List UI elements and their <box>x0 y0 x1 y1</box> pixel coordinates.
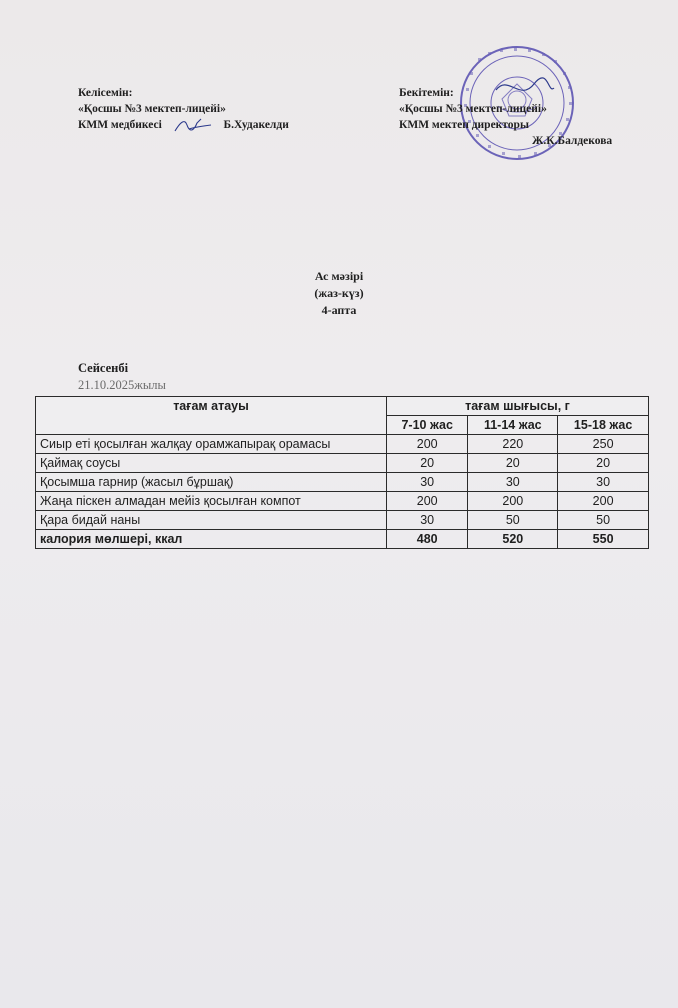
portion-value: 220 <box>468 435 558 454</box>
approval-right-name: Ж.К.Балдекова <box>532 135 613 147</box>
portion-value: 30 <box>468 473 558 492</box>
document-title <box>0 268 678 319</box>
day-name: Сейсенбі <box>78 361 129 375</box>
table-row <box>36 454 649 473</box>
portion-value: 20 <box>558 454 649 473</box>
approval-right-block <box>399 85 612 149</box>
portion-value: 50 <box>558 511 649 530</box>
portion-value: 50 <box>468 511 558 530</box>
dish-name: Сиыр еті қосылған жалқау орамжапырақ орамасы <box>36 435 387 454</box>
header-age-group: 15-18 жас <box>558 416 649 435</box>
portion-value: 20 <box>468 454 558 473</box>
approval-left-signer <box>78 117 289 133</box>
portion-value: 250 <box>558 435 649 454</box>
table-row <box>36 511 649 530</box>
menu-table <box>35 396 649 549</box>
day-date: 21.10.2025жылы <box>78 378 166 392</box>
total-value: 480 <box>387 530 468 549</box>
portion-value: 200 <box>468 492 558 511</box>
portion-value: 20 <box>387 454 468 473</box>
portion-value: 30 <box>558 473 649 492</box>
table-row <box>36 435 649 454</box>
approval-left-heading: Келісемін: <box>78 87 133 99</box>
header-output: тағам шығысы, г <box>387 397 649 416</box>
table-row <box>36 492 649 511</box>
portion-value: 200 <box>387 435 468 454</box>
approval-left-role: КММ медбикесі <box>78 119 162 131</box>
dish-name: Қосымша гарнир (жасыл бұршақ) <box>36 473 387 492</box>
table-total-row <box>36 530 649 549</box>
table-row <box>36 473 649 492</box>
title-line-2: (жаз-күз) <box>314 286 364 300</box>
header-dish-name: тағам атауы <box>36 397 387 435</box>
total-value: 520 <box>468 530 558 549</box>
approval-left-block <box>78 85 289 133</box>
approval-left-name: Б.Худакелди <box>223 119 289 131</box>
total-label: калория мөлшері, ккал <box>36 530 387 549</box>
title-line-3: 4-апта <box>321 303 357 317</box>
header-age-group: 7-10 жас <box>387 416 468 435</box>
dish-name: Қаймақ соусы <box>36 454 387 473</box>
dish-name: Қара бидай наны <box>36 511 387 530</box>
total-value: 550 <box>558 530 649 549</box>
portion-value: 200 <box>558 492 649 511</box>
approval-left-institution: «Қосшы №3 мектеп-лицейі» <box>78 103 226 115</box>
approval-right-role: КММ мектеп директоры <box>399 119 529 131</box>
handwritten-signature <box>171 117 213 133</box>
table-header-row <box>36 397 649 416</box>
approval-right-institution: «Қосшы №3 мектеп-лицейі» <box>399 103 547 115</box>
dish-name: Жаңа піскен алмадан мейіз қосылған компот <box>36 492 387 511</box>
portion-value: 200 <box>387 492 468 511</box>
title-line-1: Ас мәзірі <box>314 269 364 283</box>
portion-value: 30 <box>387 473 468 492</box>
day-block <box>78 360 166 394</box>
approval-right-heading: Бекітемін: <box>399 87 454 99</box>
portion-value: 30 <box>387 511 468 530</box>
header-age-group: 11-14 жас <box>468 416 558 435</box>
